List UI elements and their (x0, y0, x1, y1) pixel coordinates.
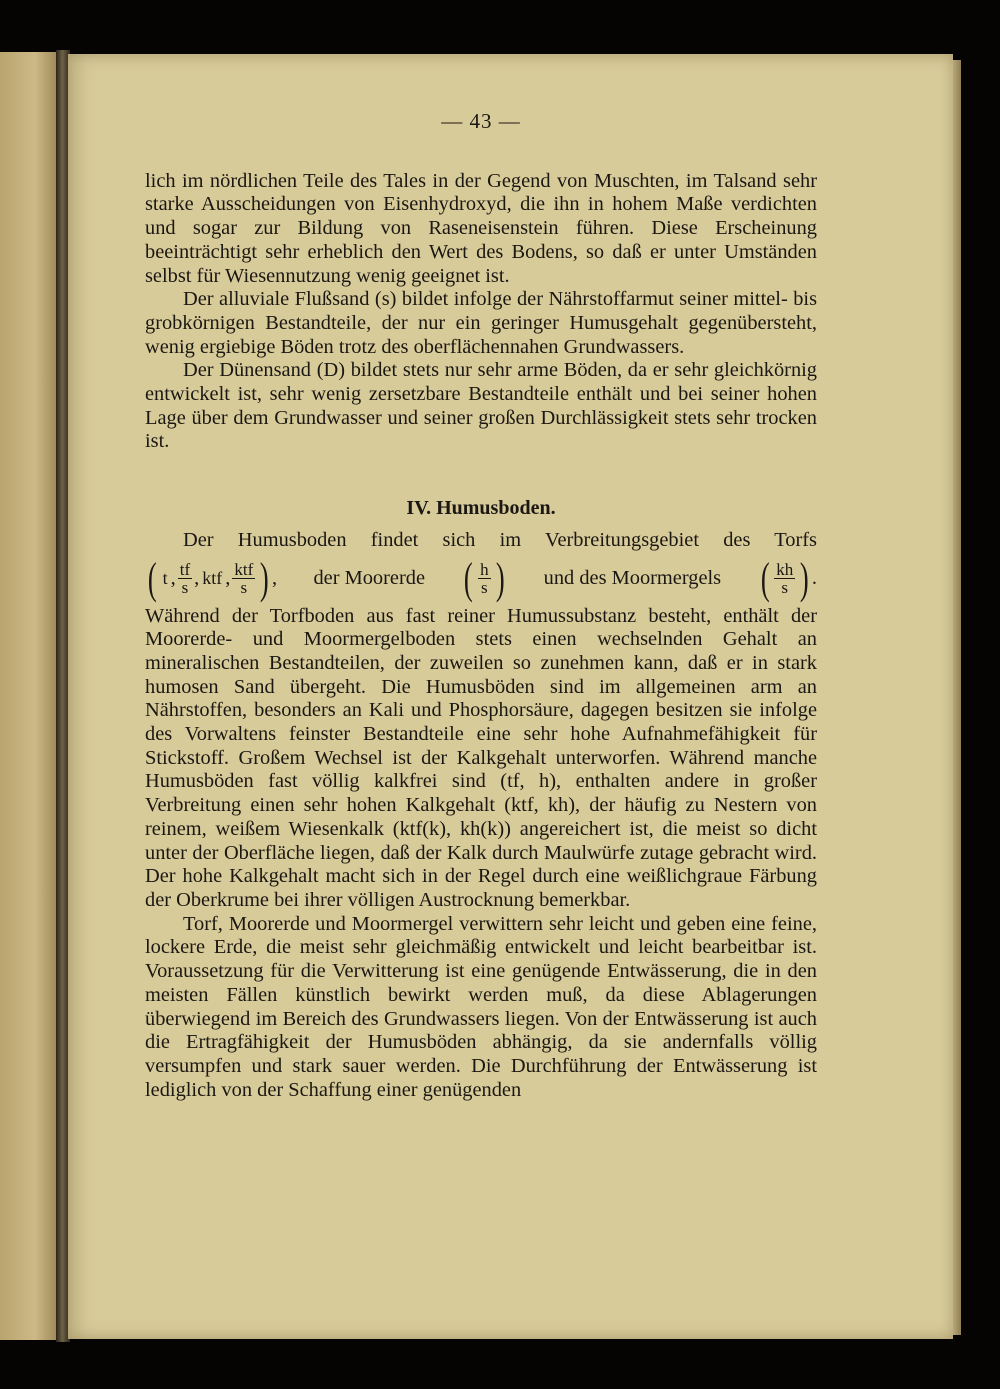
moormergel-symbol: ( $\frac{kh}{s}$ ) . (760, 553, 817, 603)
paragraph-2: Der alluviale Flußsand (s) bildet infolge der Nährstoffarmut seiner mittel- bis grobkörnigen Bestandteile, der nur ein geringer Humusgehalt gegenübersteht, wenig ergiebige Böden trotz des oberflächennahen Grundwassers. (145, 288, 817, 358)
section-heading: IV. Humusboden. (406, 497, 556, 520)
close-paren: ) (495, 553, 505, 603)
page-number: — 43 — (441, 109, 521, 133)
open-paren: ( (147, 553, 157, 603)
fraction-denominator: s (240, 578, 248, 598)
moorerde-label: der Moorerde (313, 566, 425, 589)
fraction-numerator: kh (776, 560, 794, 580)
open-paren: ( (464, 553, 474, 603)
fraction-numerator: h (480, 560, 489, 580)
fraction-tf-s (178, 561, 192, 596)
close-paren: ) (260, 553, 270, 603)
paragraph-5: Torf, Moorerde und Moormergel verwittern sehr leicht und geben eine feine, lockere Erde, die meist sehr gleichmäßig entwickelt und leicht bearbeitbar ist. Voraussetzung für die Verwitterung ist eine genügende Entwässerung, die in den meisten Fällen künstlich bewirkt werden muß, da diese Ablagerungen überwiegend im Bereich des Grundwassers liegen. Von der Entwässerung ist auch die Ertragfähigkeit der Humusböden abhängig, da sie andernfalls völlig versumpfen und stark sauer werden. Die Durchführung der Entwässerung ist lediglich von der Schaffung einer genügenden (145, 912, 817, 1101)
fraction-numerator: tf (179, 560, 191, 580)
fraction-h-s (478, 561, 491, 596)
close-paren: ) (800, 553, 809, 603)
facing-page-edge (0, 52, 58, 1340)
paragraph-3: Der Dünensand (D) bildet stets nur sehr arme Böden, da er sehr gleichkörnig entwickelt ist, sehr wenig zersetzbare Bestandteile enthält und bei seiner hohen Lage über dem Grundwasser und seiner großen Durchlässigkeit stets sehr trocken ist. (145, 359, 817, 453)
paragraph-4-first-line: Der Humusboden findet sich im Verbreitungsgebiet des Torfs (183, 528, 817, 551)
soil-symbol-formula (145, 553, 817, 605)
fraction-numerator: ktf (234, 560, 254, 580)
paragraph-4-body: Während der Torfboden aus fast reiner Humussubstanz besteht, enthält der Moorerde- und Moormergelboden stets einen wechselnden Gehalt an mineralischen Bestandteilen, der zuweilen so zunehmen kann, daß er in stark humosen Sand übergeht. Die Humusböden sind im allgemeinen arm an Nährstoffen, besonders an Kali und Phosphorsäure, dagegen besitzen sie infolge des Vorwaltens feinster Bestandteile eine sehr hohe Aufnahmefähigkeit für Stickstoff. Großem Wechsel ist der Kalkgehalt unterworfen. Während manche Humusböden fast völlig kalkfrei sind (tf, h), enthalten andere in großer Verbreitung einen sehr hohen Kalkgehalt (ktf, kh), der häufig zu Nestern von reinem, weißem Wiesenkalk (ktf(k), kh(k)) angereichert ist, die meist so dicht unter der Oberfläche liegen, daß der Kalk durch Maulwürfe zutage gebracht wird. Der hohe Kalkgehalt macht sich in der Regel durch eine weißlichgraue Färbung der Oberkrume bei ihrer völligen Austrocknung bemerkbar. (145, 604, 817, 911)
moormergel-label: und des Moormergels (543, 566, 722, 589)
open-paren: ( (760, 553, 770, 603)
torf-symbols: ( t , $\frac{tf}{s}$ , ktf , $\frac{\text{ktf}}{s}$ ) , (147, 553, 278, 603)
moorerde-symbol (461, 553, 507, 603)
fraction-denominator: s (781, 578, 788, 598)
fraction-ktf-s (232, 561, 255, 596)
page-text (145, 110, 817, 1102)
page-fore-edge (953, 60, 961, 1335)
fraction-kh-s (774, 561, 795, 596)
paragraph-1: lich im nördlichen Teile des Tales in der Gegend von Muschten, im Talsand sehr starke Ausscheidungen von Eisenhydroxyd, die ihn in hohem Maße verdichten und sogar zur Bildung von Raseneisenstein führen. Diese Erscheinung beeinträchtigt sehr erheblich den Wert des Bodens, so daß er unter Umständen selbst für Wiesennutzung wenig geeignet ist. (145, 169, 817, 287)
fraction-denominator: s (181, 578, 189, 598)
fraction-denominator: s (481, 578, 488, 598)
symbol-ktf: ktf (202, 567, 223, 588)
symbol-t: t (162, 567, 168, 588)
